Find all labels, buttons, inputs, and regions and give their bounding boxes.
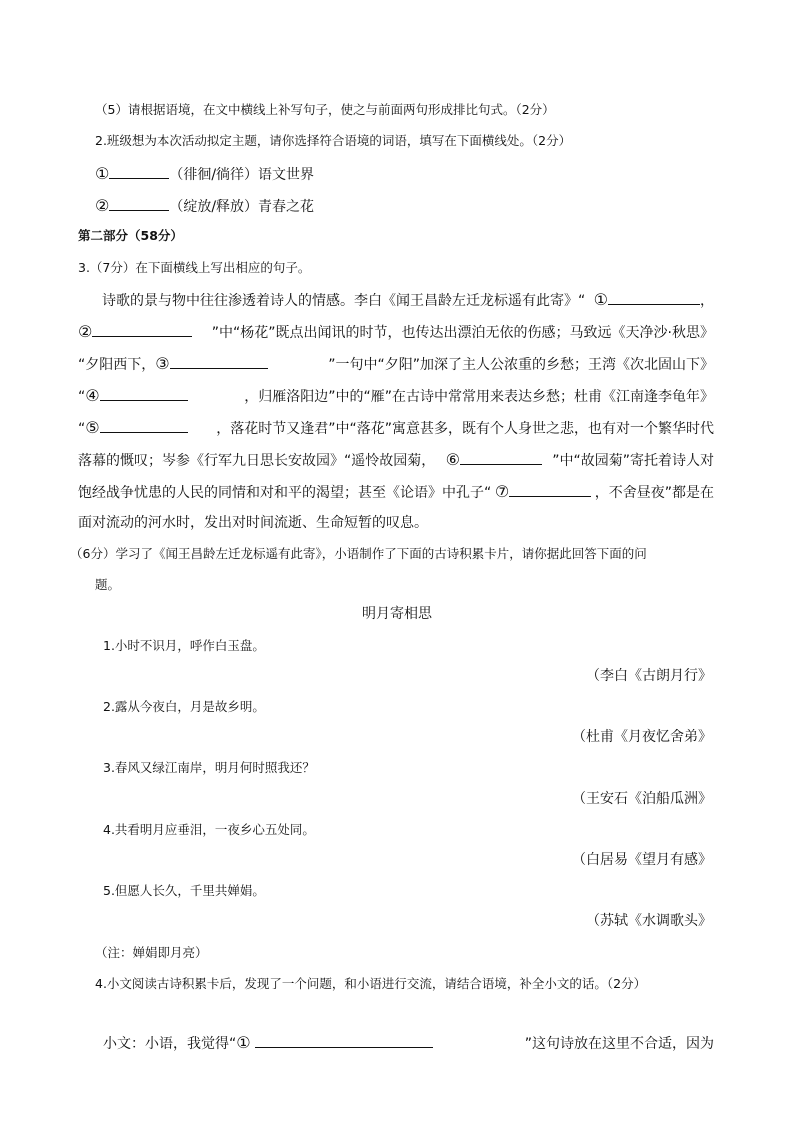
card-source-1: （李白《古朗月行》: [586, 668, 712, 684]
dialog-line: [103, 1032, 714, 1054]
paragraph-line-5: [78, 417, 714, 439]
card-title: 明月寄相思: [362, 606, 432, 622]
answer-blank[interactable]: [109, 163, 169, 179]
question-2-item-2: [95, 195, 314, 217]
paragraph-text: ，不舍昼夜”都是在: [594, 485, 714, 501]
circled-number: ⑦: [494, 482, 510, 501]
question-6-prompt-line-1: （6分）学习了《闻王昌龄左迁龙标遥有此寄》，小语制作了下面的古诗积累卡片，请你据此回答下面的问: [70, 546, 647, 561]
paragraph-line-8: 面对流动的河水时，发出对时间流逝、生命短暂的叹息。: [78, 515, 428, 531]
answer-blank[interactable]: [608, 289, 700, 305]
paragraph-line-1: [102, 289, 714, 311]
option-text: （徘徊/徜徉）语文世界: [169, 167, 315, 183]
paragraph-text: ”一句中“夕阳”加深了主人公浓重的乡愁；王湾《次北固山下》: [328, 357, 714, 373]
circled-number: ⑤: [85, 418, 100, 437]
dialog-text: ”这句诗放在这里不合适，因为: [524, 1036, 714, 1052]
card-source-2: （杜甫《月夜忆舍弟》: [572, 729, 712, 745]
paragraph-text: “: [78, 421, 86, 437]
paragraph-line-4: [78, 385, 714, 407]
paragraph-text: 饱经战争忧患的人民的同情和对和平的渴望；甚至《论语》中孔子“: [78, 485, 492, 501]
question-2-prompt: 2.班级想为本次活动拟定主题，请你选择符合语境的词语，填写在下面横线处。（2分）: [95, 133, 572, 148]
paragraph-text: ，归雁洛阳边”中的“雁”在古诗中常常用来表达乡愁；杜甫《江南逢李龟年》: [244, 389, 714, 405]
card-poem-line-3: 3.春风又绿江南岸，明月何时照我还？: [103, 760, 315, 775]
question-6-prompt-line-2: 题。: [95, 577, 121, 592]
circled-number: ④: [85, 386, 100, 405]
question-3-prompt: 3.（7分）在下面横线上写出相应的句子。: [78, 260, 311, 275]
paragraph-text: 落幕的慨叹；岑参《行军九日思长安故园》“遥怜故园菊，: [78, 453, 436, 469]
answer-blank[interactable]: [255, 1032, 433, 1048]
question-5-text: （5）请根据语境，在文中横线上补写句子，使之与前面两句形成排比句式。（2分）: [95, 102, 555, 117]
circled-number: ①: [95, 164, 110, 183]
answer-blank[interactable]: [509, 481, 591, 497]
paragraph-text: ”中“故园菊”寄托着诗人对: [552, 453, 714, 469]
answer-blank[interactable]: [460, 449, 542, 465]
card-source-4: （白居易《望月有感》: [572, 852, 712, 868]
circled-number: ⑥: [445, 450, 460, 469]
card-poem-line-4: 4.共看明月应垂泪，一夜乡心五处同。: [103, 822, 315, 837]
answer-blank[interactable]: [100, 417, 188, 433]
circled-number: ①: [236, 1033, 251, 1052]
circled-number: ①: [593, 290, 608, 309]
card-note: （注：婵娟即月亮）: [95, 945, 208, 960]
paragraph-text: “: [78, 389, 86, 405]
part-2-heading: 第二部分（58分）: [78, 228, 183, 243]
circled-number: ③: [155, 354, 170, 373]
paragraph-text: “夕阳西下，: [78, 357, 156, 373]
paragraph-line-6: [78, 449, 714, 471]
paragraph-text: ”中“杨花”既点出闻讯的时节，也传达出漂泊无依的伤感；马致远《天净沙·秋思》: [211, 325, 714, 341]
answer-blank[interactable]: [100, 385, 188, 401]
question-4-prompt: 4.小文阅读古诗积累卡后，发现了一个问题，和小语进行交流，请结合语境，补全小文的话。（2分）: [95, 976, 647, 991]
answer-blank[interactable]: [109, 195, 169, 211]
answer-blank[interactable]: [170, 353, 268, 369]
card-source-3: （王安石《泊船瓜洲》: [572, 791, 712, 807]
card-poem-line-1: 1.小时不识月，呼作白玉盘。: [103, 638, 265, 653]
card-source-5: （苏轼《水调歌头》: [586, 913, 712, 929]
card-poem-line-5: 5.但愿人长久，千里共婵娟。: [103, 883, 265, 898]
circled-number: ②: [95, 196, 110, 215]
paragraph-line-7: [78, 481, 714, 503]
question-2-item-1: [95, 163, 314, 185]
circled-number: ②: [78, 322, 93, 341]
answer-blank[interactable]: [92, 321, 192, 337]
paragraph-line-3: [78, 353, 714, 375]
paragraph-line-2: [78, 321, 714, 343]
paragraph-text: ，落花时节又逢君”中“落花”寓意甚多，既有个人身世之悲，也有对一个繁华时代: [216, 421, 714, 437]
card-poem-line-2: 2.露从今夜白，月是故乡明。: [103, 699, 265, 714]
dialog-text: 小文：小语，我觉得“: [103, 1036, 237, 1052]
option-text: （绽放/释放）青春之花: [169, 199, 315, 215]
paragraph-text: 诗歌的景与物中往往渗透着诗人的情感。李白《闻王昌龄左迁龙标遥有此寄》“: [102, 293, 586, 309]
paragraph-text: ，: [700, 293, 714, 309]
